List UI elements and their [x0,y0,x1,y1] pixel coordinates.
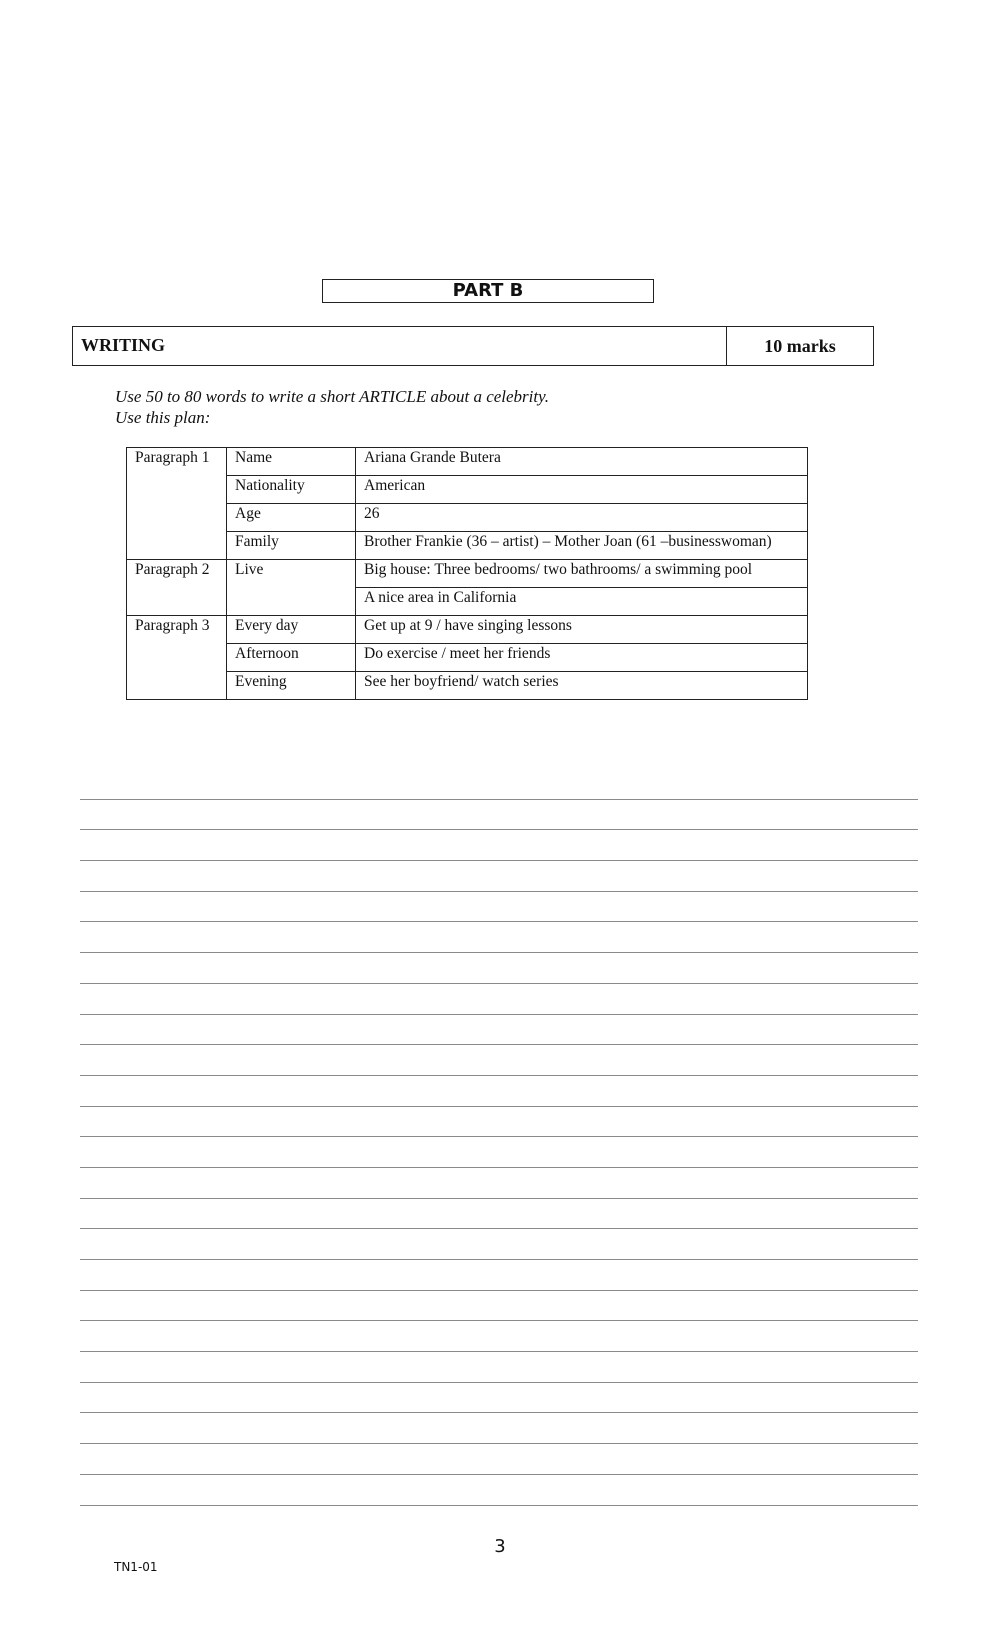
instructions [115,386,549,428]
answer-line[interactable] [80,984,918,1015]
value-cell: Ariana Grande Butera [356,448,808,476]
answer-line[interactable] [80,800,918,831]
field-cell: Afternoon [227,644,356,672]
value-cell: Get up at 9 / have singing lessons [356,616,808,644]
field-cell: Live [227,560,356,616]
paragraph-3-label: Paragraph 3 [127,616,227,700]
paragraph-2-label: Paragraph 2 [127,560,227,616]
answer-line[interactable] [80,1229,918,1260]
answer-line[interactable] [80,1260,918,1291]
value-cell: 26 [356,504,808,532]
answer-line[interactable] [80,1321,918,1352]
answer-line[interactable] [80,1107,918,1138]
answer-line[interactable] [80,892,918,923]
answer-line[interactable] [80,1076,918,1107]
marks-label: 10 marks [764,336,836,356]
answer-line[interactable] [80,1199,918,1230]
table-row [127,448,808,476]
answer-line[interactable] [80,1413,918,1444]
table-row [127,476,808,504]
answer-writing-lines[interactable] [80,769,918,1506]
answer-line[interactable] [80,953,918,984]
part-title: PART B [322,279,654,303]
field-cell: Age [227,504,356,532]
answer-line[interactable] [80,1045,918,1076]
instruction-line-1: Use 50 to 80 words to write a short ARTICLE about a celebrity. [115,387,549,406]
answer-line[interactable] [80,830,918,861]
table-row [127,504,808,532]
answer-line[interactable] [80,1383,918,1414]
value-cell: Brother Frankie (36 – artist) – Mother Joan (61 –businesswoman) [356,532,808,560]
table-row [127,672,808,700]
answer-line[interactable] [80,1015,918,1046]
answer-line[interactable] [80,1352,918,1383]
writing-plan-table [126,447,808,700]
field-cell: Evening [227,672,356,700]
value-cell: A nice area in California [356,588,808,616]
table-row [127,644,808,672]
value-cell: Do exercise / meet her friends [356,644,808,672]
answer-line[interactable] [80,1444,918,1475]
field-cell: Nationality [227,476,356,504]
answer-line[interactable] [80,1137,918,1168]
answer-line[interactable] [80,1168,918,1199]
field-cell: Every day [227,616,356,644]
page-number: 3 [494,1536,506,1557]
field-cell: Family [227,532,356,560]
instruction-line-2: Use this plan: [115,408,211,427]
value-cell: American [356,476,808,504]
paragraph-1-label: Paragraph 1 [127,448,227,560]
section-header [72,326,874,366]
table-row [127,616,808,644]
answer-line[interactable] [80,1475,918,1506]
answer-line[interactable] [80,861,918,892]
value-cell: Big house: Three bedrooms/ two bathrooms/ a swimming pool [356,560,808,588]
section-label: WRITING [73,327,727,365]
answer-line[interactable] [80,769,918,800]
value-cell: See her boyfriend/ watch series [356,672,808,700]
document-code: TN1-01 [114,1560,158,1574]
field-cell: Name [227,448,356,476]
table-row [127,532,808,560]
answer-line[interactable] [80,1291,918,1322]
table-row [127,560,808,588]
answer-line[interactable] [80,922,918,953]
